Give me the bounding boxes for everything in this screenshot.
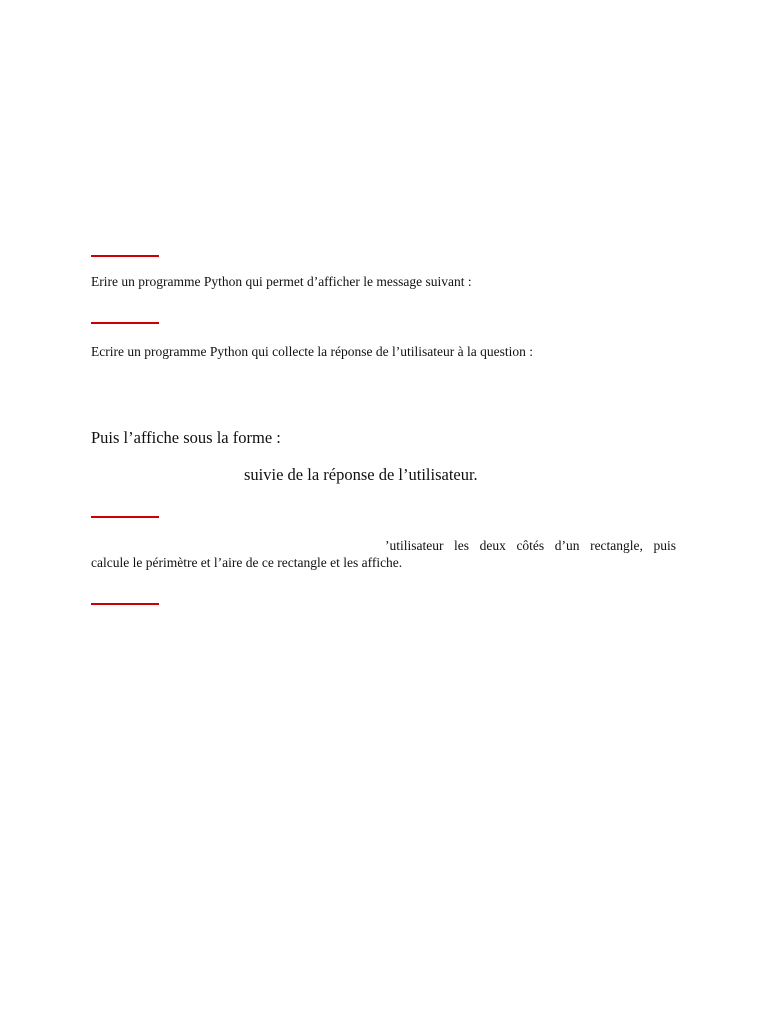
exercise-1-statement: Erire un programme Python qui permet d’afficher le message suivant : (91, 274, 472, 289)
exercise-3-line-2: calcule le périmètre et l’aire de ce rectangle et les affiche. (91, 555, 403, 570)
exercise-2-statement: Ecrire un programme Python qui collecte la réponse de l’utilisateur à la question : (91, 344, 533, 359)
exercise-3-line-1: ’utilisateur les deux côtés d’un rectangle, puis (385, 538, 676, 553)
exercise-3-rule (91, 516, 159, 518)
exercise-2-follow-up-indented: suivie de la réponse de l’utilisateur. (244, 465, 478, 484)
exercise-2-follow-up: Puis l’affiche sous la forme : (91, 428, 281, 447)
exercise-2-rule (91, 322, 159, 324)
exercise-4-rule (91, 603, 159, 605)
exercise-1-rule (91, 255, 159, 257)
